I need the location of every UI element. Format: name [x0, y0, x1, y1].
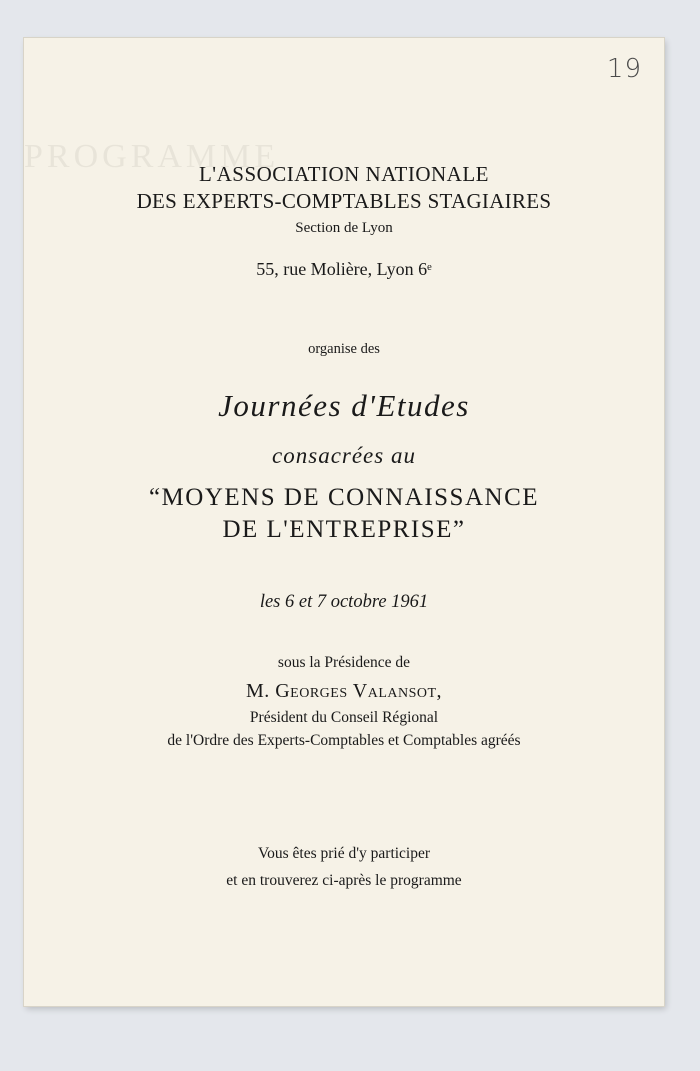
event-subject-line1: “MOYENS DE CONNAISSANCE — [148, 484, 540, 511]
president-role-line1: Président du Conseil Régional — [249, 709, 439, 726]
event-dates: les 6 et 7 octobre 1961 — [259, 592, 429, 612]
organization-name-line1: L'ASSOCIATION NATIONALE — [198, 162, 490, 186]
event-intro: organise des — [308, 341, 380, 357]
presidency-intro: sous la Présidence de — [277, 654, 411, 671]
event-subtitle: consacrées au — [272, 443, 416, 468]
event-subject-line2: DE L'ENTREPRISE” — [222, 516, 466, 543]
organization-address: 55, rue Molière, Lyon 6ᵉ — [256, 259, 432, 279]
folio-number: 19 — [606, 54, 642, 84]
president-role-line2: de l'Ordre des Experts-Comptables et Comptables agréés — [167, 732, 521, 749]
organization-section: Section de Lyon — [295, 220, 393, 236]
event-title: Journées d'Etudes — [218, 388, 470, 423]
organization-name-line2: DES EXPERTS-COMPTABLES STAGIAIRES — [136, 189, 552, 213]
invitation-line2: et en trouverez ci-après le programme — [226, 872, 462, 889]
president-name: M. Georges Valansot, — [245, 680, 443, 702]
invitation-sheet — [24, 38, 664, 1006]
show-through-text: PROGRAMME — [24, 138, 280, 175]
invitation-line1: Vous êtes prié d'y participer — [257, 845, 431, 862]
